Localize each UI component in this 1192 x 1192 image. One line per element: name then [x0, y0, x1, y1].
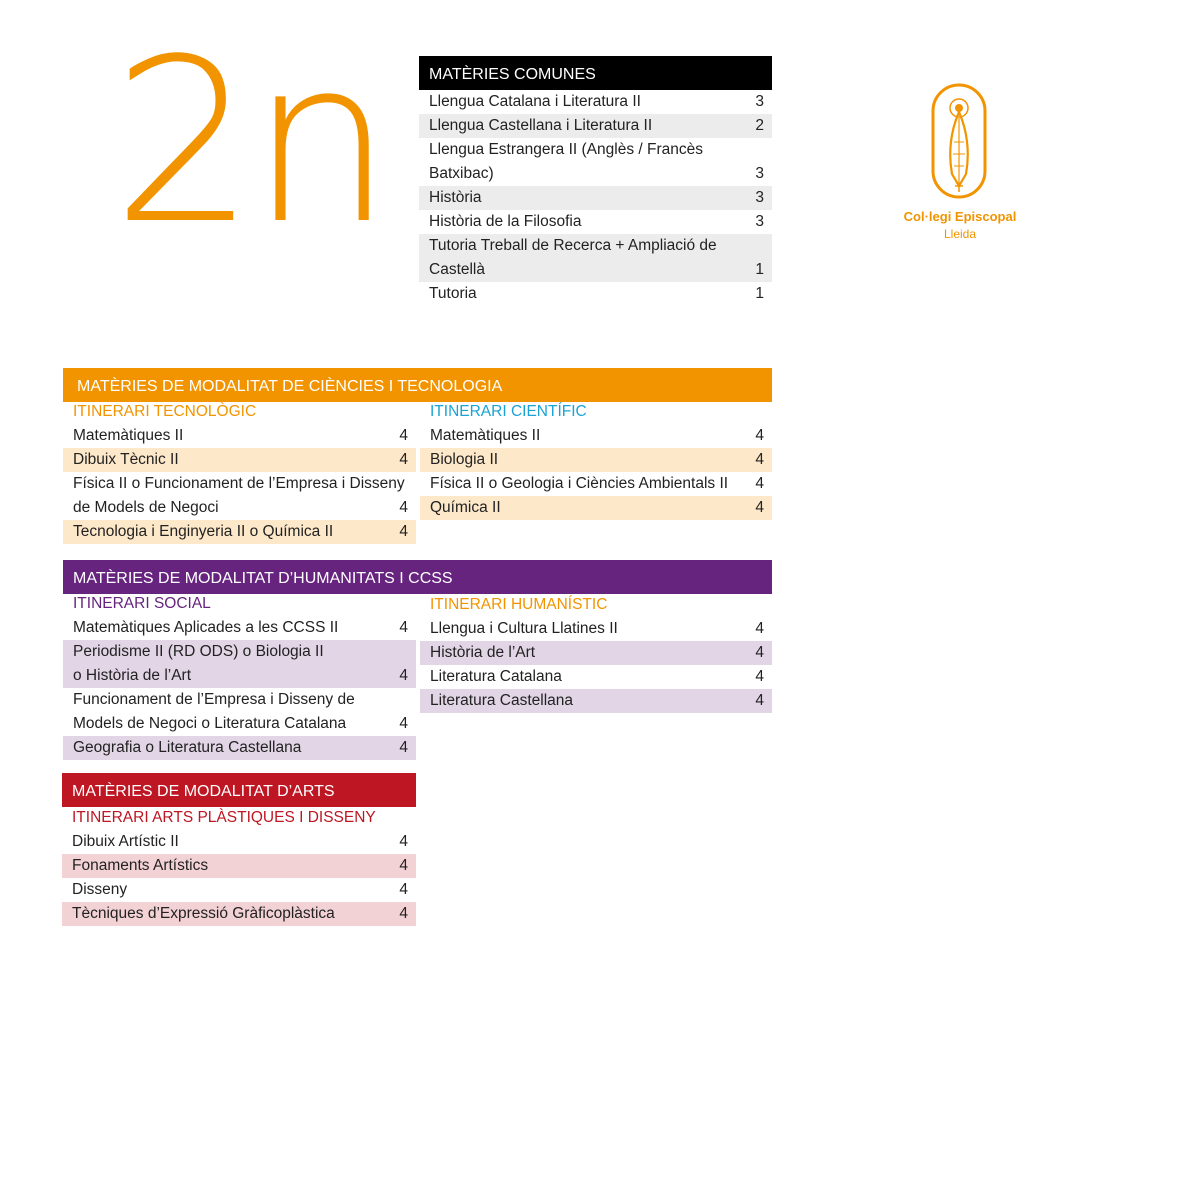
logo-name: Col·legi Episcopal: [903, 209, 1017, 224]
subject-hours: 2: [755, 117, 764, 134]
itinerari-cientific: [420, 400, 772, 520]
subject-hours: 4: [755, 451, 764, 468]
subject-hours: 3: [755, 165, 764, 182]
school-logo: [900, 82, 1020, 241]
itinerari-humanistic: [420, 593, 772, 713]
subject-label: Fonaments Artístics: [72, 857, 209, 874]
subject-label: Periodisme II (RD ODS) o Biologia II o Història de l’Art: [73, 643, 324, 684]
subject-hours: 3: [755, 189, 764, 206]
subject-label: Dibuix Artístic II: [72, 833, 179, 850]
subject-hours: 4: [399, 427, 408, 444]
subject-hours: 4: [399, 451, 408, 468]
itinerari-title: ITINERARI HUMANÍSTIC: [430, 596, 608, 613]
itinerari-title: ITINERARI ARTS PLÀSTIQUES I DISSENY: [72, 809, 376, 826]
table-row: [419, 210, 772, 234]
subject-hours: 3: [755, 213, 764, 230]
subject-hours: 4: [399, 715, 408, 732]
arts-header: MATÈRIES DE MODALITAT D’ARTS: [62, 773, 416, 807]
subject-label: Física II o Geologia i Ciències Ambientals II: [430, 475, 729, 492]
subject-hours: 4: [755, 668, 764, 685]
comunes-header: MATÈRIES COMUNES: [419, 56, 772, 90]
subject-label: Literatura Catalana: [430, 668, 562, 685]
subject-hours: 1: [755, 261, 764, 278]
itinerari-title: ITINERARI TECNOLÒGIC: [73, 403, 257, 420]
comunes-table: [419, 56, 772, 306]
table-row: [62, 854, 416, 878]
subject-label: Matemàtiques II: [430, 427, 541, 444]
table-row: [419, 114, 772, 138]
table-row: [63, 520, 416, 544]
table-row: [62, 902, 416, 926]
subject-hours: 1: [755, 285, 764, 302]
table-row: [420, 496, 772, 520]
subject-hours: 4: [399, 739, 408, 756]
subject-hours: 4: [755, 427, 764, 444]
subject-label: Funcionament de l’Empresa i Disseny de Models de Negoci o Literatura Catalana: [73, 691, 355, 732]
subject-hours: 4: [399, 667, 408, 684]
table-row: [420, 665, 772, 689]
subject-hours: 3: [755, 93, 764, 110]
table-row: [63, 640, 416, 688]
subject-label: Dibuix Tècnic II: [73, 451, 179, 468]
table-row: [63, 472, 416, 520]
table-row: [63, 688, 416, 736]
subject-hours: 4: [399, 881, 408, 898]
itinerari-title: ITINERARI CIENTÍFIC: [430, 403, 587, 420]
itinerari-arts: [62, 806, 416, 926]
subject-label: Literatura Castellana: [430, 692, 574, 709]
table-row: [420, 689, 772, 713]
virgin-emblem-icon: [930, 82, 990, 200]
subject-hours: 4: [399, 833, 408, 850]
subject-label: Tutoria Treball de Recerca + Ampliació de Castellà: [429, 237, 717, 278]
table-row: [420, 424, 772, 448]
table-row: [63, 448, 416, 472]
itinerari-social: [63, 592, 416, 760]
subject-hours: 4: [755, 475, 764, 492]
table-row: [63, 424, 416, 448]
itinerari-tecnologic: [63, 400, 416, 544]
table-row: [62, 830, 416, 854]
table-row: [419, 138, 772, 186]
subject-hours: 4: [755, 499, 764, 516]
table-row: [419, 282, 772, 306]
subject-hours: 4: [399, 857, 408, 874]
table-row: [420, 641, 772, 665]
subject-hours: 4: [399, 905, 408, 922]
subject-label: Història de l’Art: [430, 644, 536, 661]
subject-label: Llengua Estrangera II (Anglès / Francès Batxibac): [429, 141, 703, 182]
subject-label: Química II: [430, 499, 501, 516]
table-row: [63, 736, 416, 760]
subject-hours: 4: [399, 523, 408, 540]
table-row: [419, 234, 772, 282]
table-row: [63, 616, 416, 640]
subject-label: Física II o Funcionament de l’Empresa i Disseny de Models de Negoci: [73, 475, 405, 516]
subject-hours: 4: [755, 644, 764, 661]
itinerari-title: ITINERARI SOCIAL: [73, 595, 211, 612]
table-row: [420, 617, 772, 641]
ciencies-header: MATÈRIES DE MODALITAT DE CIÈNCIES I TECNOLOGIA: [63, 368, 772, 402]
logo-city: Lleida: [943, 227, 977, 241]
subject-label: Tècniques d’Expressió Gràficoplàstica: [72, 905, 335, 922]
table-row: [420, 448, 772, 472]
course-number: 2n: [112, 11, 388, 274]
table-row: [419, 90, 772, 114]
subject-label: Llengua Castellana i Literatura II: [429, 117, 653, 134]
subject-hours: 4: [755, 692, 764, 709]
subject-hours: 4: [399, 619, 408, 636]
subject-hours: 4: [755, 620, 764, 637]
table-row: [420, 472, 772, 496]
subject-label: Llengua i Cultura Llatines II: [430, 620, 618, 637]
subject-label: Biologia II: [430, 451, 499, 468]
subject-hours: 4: [399, 499, 408, 516]
subject-label: Geografia o Literatura Castellana: [73, 739, 302, 756]
subject-label: Matemàtiques Aplicades a les CCSS II: [73, 619, 339, 636]
subject-label: Matemàtiques II: [73, 427, 184, 444]
subject-label: Història de la Filosofia: [429, 213, 582, 230]
subject-label: Disseny: [72, 881, 128, 898]
table-row: [419, 186, 772, 210]
subject-label: Llengua Catalana i Literatura II: [429, 93, 641, 110]
table-row: [62, 878, 416, 902]
subject-label: Història: [429, 189, 482, 206]
humanitats-header: MATÈRIES DE MODALITAT D’HUMANITATS I CCSS: [63, 560, 772, 594]
subject-label: Tecnologia i Enginyeria II o Química II: [73, 523, 334, 540]
subject-label: Tutoria: [429, 285, 477, 302]
